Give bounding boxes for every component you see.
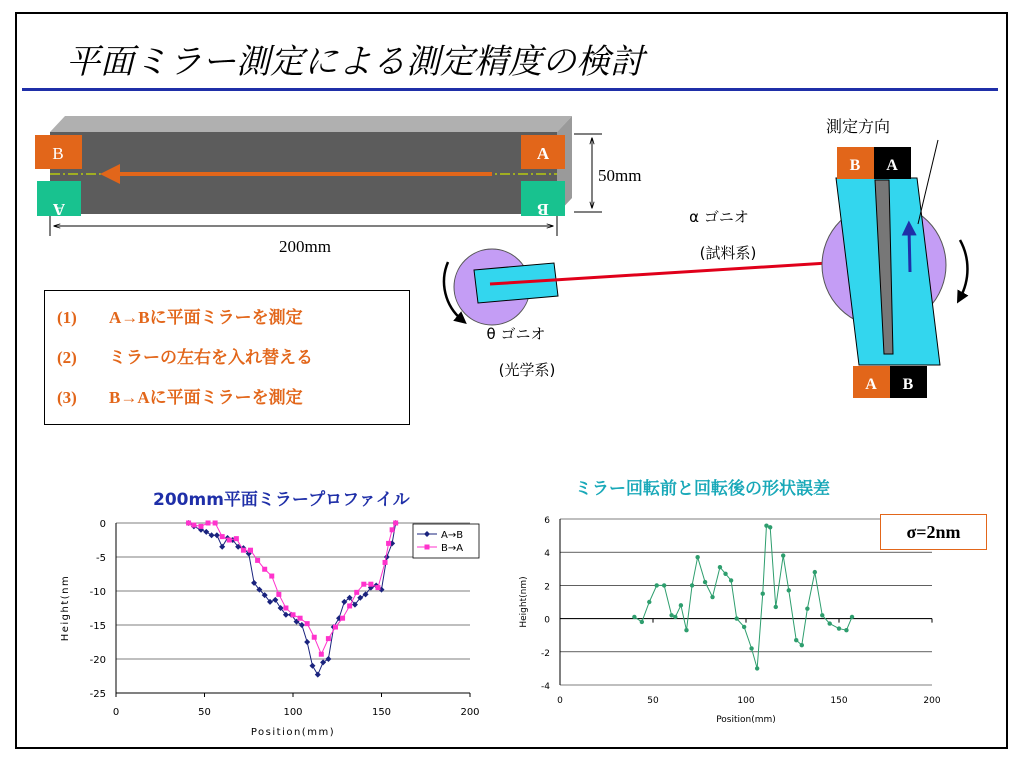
y-tick-label: -5	[96, 553, 106, 564]
data-point	[718, 565, 722, 569]
measure-direction-label: 測定方向	[825, 117, 891, 136]
data-point	[679, 603, 683, 607]
slide-title: 平面ミラー測定による測定精度の検討	[66, 42, 644, 82]
step-number: (1)	[57, 308, 77, 327]
data-point	[662, 583, 666, 587]
y-tick-label: -10	[89, 587, 106, 598]
label-a-flipped: A	[52, 200, 66, 219]
stage-label-b-top: B	[849, 157, 861, 174]
label-b-top: B	[52, 144, 64, 163]
y-tick-label: 0	[544, 615, 550, 626]
theta-gonio-sublabel: (光学系)	[498, 361, 556, 379]
data-point	[850, 615, 854, 619]
y-tick-label: 6	[544, 516, 550, 526]
data-point	[781, 553, 785, 557]
data-point	[844, 628, 848, 632]
data-point	[828, 621, 832, 625]
data-point	[640, 620, 644, 624]
y-tick-label: -25	[89, 689, 106, 700]
y-tick-label: -20	[89, 655, 106, 666]
stage-label-a-bottom: A	[865, 376, 877, 393]
y-axis-title: Height(nm)	[519, 576, 529, 628]
data-point	[632, 615, 636, 619]
x-axis-title: Position(mm)	[716, 715, 776, 725]
data-point	[647, 600, 651, 604]
theta-gonio-label: θ ゴニオ	[486, 325, 546, 343]
data-point	[805, 606, 809, 610]
x-tick-label: 100	[737, 696, 755, 706]
data-point	[761, 592, 765, 596]
label-a-top: A	[536, 144, 550, 163]
stage-label-a-top: A	[886, 157, 898, 174]
x-tick-label: 200	[923, 696, 941, 706]
alpha-gonio-sublabel: (試料系)	[699, 244, 757, 262]
x-tick-label: 50	[647, 696, 659, 706]
data-point	[710, 595, 714, 599]
x-tick-label: 0	[112, 707, 120, 718]
y-tick-label: -2	[541, 648, 550, 659]
data-point	[768, 525, 772, 529]
y-tick-label: 4	[544, 549, 550, 560]
x-tick-label: 0	[557, 696, 563, 706]
x-tick-label: 100	[283, 707, 303, 718]
data-point	[813, 570, 817, 574]
y-tick-label: 0	[99, 519, 106, 530]
step-text: A→Bに平面ミラーを測定	[109, 308, 303, 327]
data-point	[794, 638, 798, 642]
step-number: (3)	[57, 388, 77, 407]
alpha-gonio-label: α ゴニオ	[689, 208, 749, 226]
step-text: B→Aに平面ミラーを測定	[109, 388, 303, 407]
length-dim-label: 200mm	[279, 237, 331, 256]
data-point	[774, 605, 778, 609]
step-text: ミラーの左右を入れ替える	[109, 348, 313, 367]
data-point	[800, 643, 804, 647]
y-axis-title: Height(nm	[60, 574, 71, 642]
data-point	[655, 583, 659, 587]
data-point	[742, 625, 746, 629]
x-tick-label: 150	[830, 696, 848, 706]
x-tick-label: 200	[460, 707, 480, 718]
x-axis-title: Position(mm)	[250, 727, 336, 738]
label-b-flipped: B	[537, 200, 549, 219]
y-tick-label: -4	[541, 682, 550, 692]
height-dim-label: 50mm	[598, 166, 642, 185]
stage-label-b-bottom: B	[902, 376, 914, 393]
legend-label: B→A	[441, 543, 464, 554]
data-point	[695, 555, 699, 559]
data-point	[703, 580, 707, 584]
data-point	[690, 583, 694, 587]
x-tick-label: 150	[371, 707, 392, 718]
data-point	[684, 628, 688, 632]
data-point	[749, 646, 753, 650]
y-tick-label: 2	[544, 582, 550, 593]
data-point	[787, 588, 791, 592]
data-point	[729, 578, 733, 582]
error-chart-title: ミラー回転前と回転後の形状誤差	[575, 479, 830, 499]
sigma-value-box: σ=2nm	[880, 514, 987, 550]
series-line	[634, 526, 852, 669]
legend-label: A→B	[441, 530, 464, 541]
profile-chart-title: 200mm平面ミラープロファイル	[153, 490, 410, 510]
step-number: (2)	[57, 348, 77, 367]
data-point	[673, 615, 677, 619]
data-point	[755, 666, 759, 670]
y-tick-label: -15	[89, 621, 106, 632]
data-point	[820, 613, 824, 617]
data-point	[837, 626, 841, 630]
data-point	[723, 572, 727, 576]
x-tick-label: 50	[198, 707, 211, 718]
data-point	[735, 616, 739, 620]
